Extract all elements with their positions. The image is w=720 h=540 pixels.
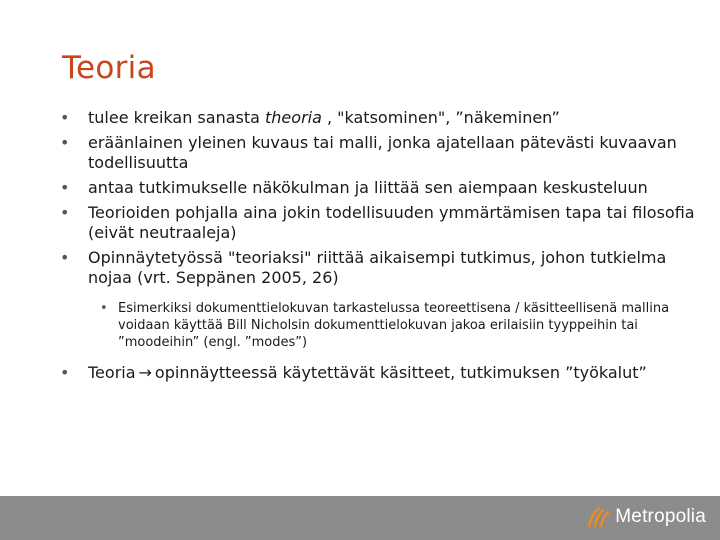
bullet-text-part: opinnäytteessä käytettävät käsitteet, tutkimuksen ”työkalut” [154, 363, 647, 382]
bullet-item [60, 108, 700, 128]
bullet-item [60, 363, 700, 383]
bullet-list [60, 108, 700, 383]
bullet-text-part: , "katsominen", ”näkeminen” [321, 108, 560, 127]
logo-text: Metropolia [615, 506, 706, 527]
footer-bar [0, 496, 720, 540]
bullet-item: • antaa tutkimukselle näkökulman ja liittää sen aiempaan keskusteluun [60, 178, 700, 198]
bullet-item: • eräänlainen yleinen kuvaus tai malli, jonka ajatellaan pätevästi kuvaavan todellisuutta [60, 133, 700, 173]
bullet-item: • Teorioiden pohjalla aina jokin todellisuuden ymmärtämisen tapa tai filosofia (eivät neutraaleja) [60, 203, 700, 243]
sub-bullet-item: • Esimerkiksi dokumenttielokuvan tarkastelussa teoreettisena / käsitteellisenä mallina voidaan käyttää Bill Nicholsin dokumenttielokuvan jakoa erilaisiin tyyppeihin tai ”moodeihin” (engl. ”modes”) [60, 300, 700, 351]
slide-title: Teoria [62, 50, 156, 86]
bullet-emphasis: theoria [265, 108, 322, 127]
bullet-text-part: Teoria [88, 363, 136, 382]
bullet-text-part: tulee kreikan sanasta [88, 108, 266, 127]
metropolia-logo-icon [585, 504, 611, 530]
metropolia-logo [585, 504, 706, 530]
slide-content [60, 108, 700, 388]
arrow-right-icon: → [138, 363, 152, 382]
bullet-item: • Opinnäytetyössä "teoriaksi" riittää aikaisempi tutkimus, johon tutkielma nojaa (vrt. Seppänen 2005, 26) [60, 248, 700, 288]
